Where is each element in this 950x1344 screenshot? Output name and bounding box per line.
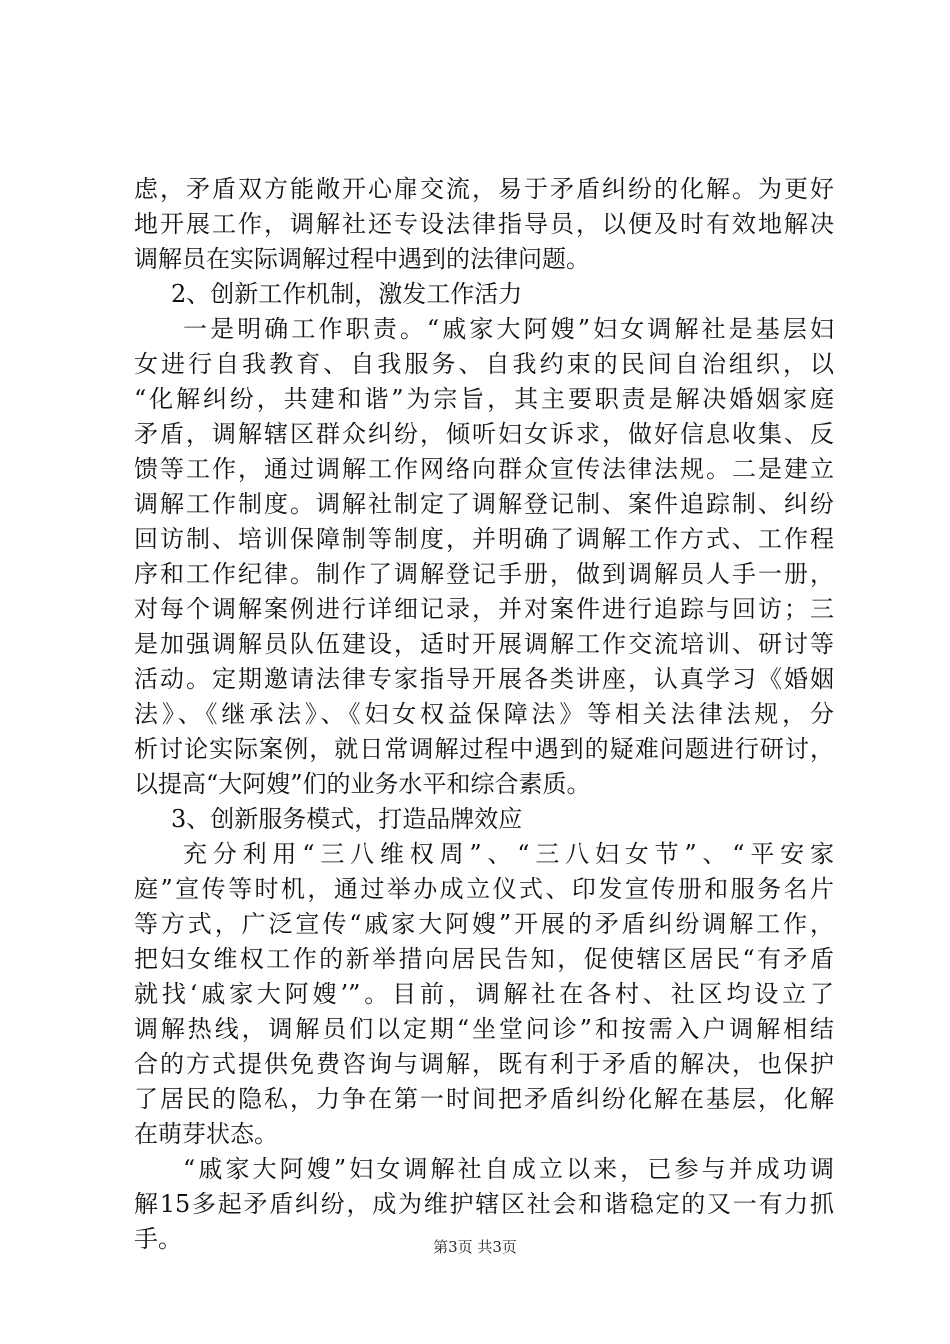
body-text-line: 庭”宣传等时机，通过举办成立仪式、印发宣传册和服务名片 xyxy=(134,875,834,903)
body-text-line: 矛盾，调解辖区群众纠纷，倾听妇女诉求，做好信息收集、反 xyxy=(134,420,834,448)
page-number-footer: 第3页 共3页 xyxy=(433,1238,517,1256)
body-text-line: 了居民的隐私，力争在第一时间把矛盾纠纷化解在基层，化解 xyxy=(134,1085,834,1113)
section-heading-3: 3、创新服务模式，打造品牌效应 xyxy=(171,805,523,833)
body-text-line: 序和工作纪律。制作了调解登记手册，做到调解员人手一册， xyxy=(134,560,834,588)
body-text-line: 对每个调解案例进行详细记录，并对案件进行追踪与回访；三 xyxy=(134,595,834,623)
body-text-line: 充分利用“三八维权周”、“三八妇女节”、“平安家 xyxy=(183,840,834,868)
body-text-line: “化解纠纷，共建和谐”为宗旨，其主要职责是解决婚姻家庭 xyxy=(134,385,834,413)
body-text-line: 合的方式提供免费咨询与调解，既有利于矛盾的解决，也保护 xyxy=(134,1050,834,1078)
body-text-line: 解15多起矛盾纠纷，成为维护辖区社会和谐稳定的又一有力抓 xyxy=(134,1190,834,1218)
body-text-line: 析讨论实际案例，就日常调解过程中遇到的疑难问题进行研讨， xyxy=(134,735,834,763)
body-text-line: 是加强调解员队伍建设，适时开展调解工作交流培训、研讨等 xyxy=(134,630,834,658)
body-text-line: 调解员在实际调解过程中遇到的法律问题。 xyxy=(134,245,590,273)
section-heading-2: 2、创新工作机制，激发工作活力 xyxy=(171,280,523,308)
body-text-line: 地开展工作，调解社还专设法律指导员，以便及时有效地解决 xyxy=(134,210,834,238)
body-text-line: 调解工作制度。调解社制定了调解登记制、案件追踪制、纠纷 xyxy=(134,490,834,518)
body-text-line: 以提高“大阿嫂”们的业务水平和综合素质。 xyxy=(134,770,591,798)
body-text-line: 在萌芽状态。 xyxy=(134,1120,278,1148)
body-text-line: 馈等工作，通过调解工作网络向群众宣传法律法规。二是建立 xyxy=(134,455,834,483)
body-text-line: 回访制、培训保障制等制度，并明确了调解工作方式、工作程 xyxy=(134,525,834,553)
body-text-line: “戚家大阿嫂”妇女调解社自成立以来，已参与并成功调 xyxy=(183,1155,834,1183)
body-text-line: 调解热线，调解员们以定期“坐堂问诊”和按需入户调解相结 xyxy=(134,1015,834,1043)
body-text-line: 法》、《继承法》、《妇女权益保障法》等相关法律法规，分 xyxy=(134,700,834,728)
body-text-line: 虑，矛盾双方能敞开心扉交流，易于矛盾纠纷的化解。为更好 xyxy=(134,175,834,203)
body-text-line: 就找‘戚家大阿嫂’”。目前，调解社在各村、社区均设立了 xyxy=(134,980,834,1008)
body-text-line: 等方式，广泛宣传“戚家大阿嫂”开展的矛盾纠纷调解工作， xyxy=(134,910,834,938)
body-text-line: 活动。定期邀请法律专家指导开展各类讲座，认真学习《婚姻 xyxy=(134,665,834,693)
body-text-line: 一是明确工作职责。“戚家大阿嫂”妇女调解社是基层妇 xyxy=(183,315,834,343)
body-text-line: 女进行自我教育、自我服务、自我约束的民间自治组织，以 xyxy=(134,350,834,378)
body-text-line: 手。 xyxy=(134,1225,182,1253)
body-text-line: 把妇女维权工作的新举措向居民告知，促使辖区居民“有矛盾 xyxy=(134,945,834,973)
